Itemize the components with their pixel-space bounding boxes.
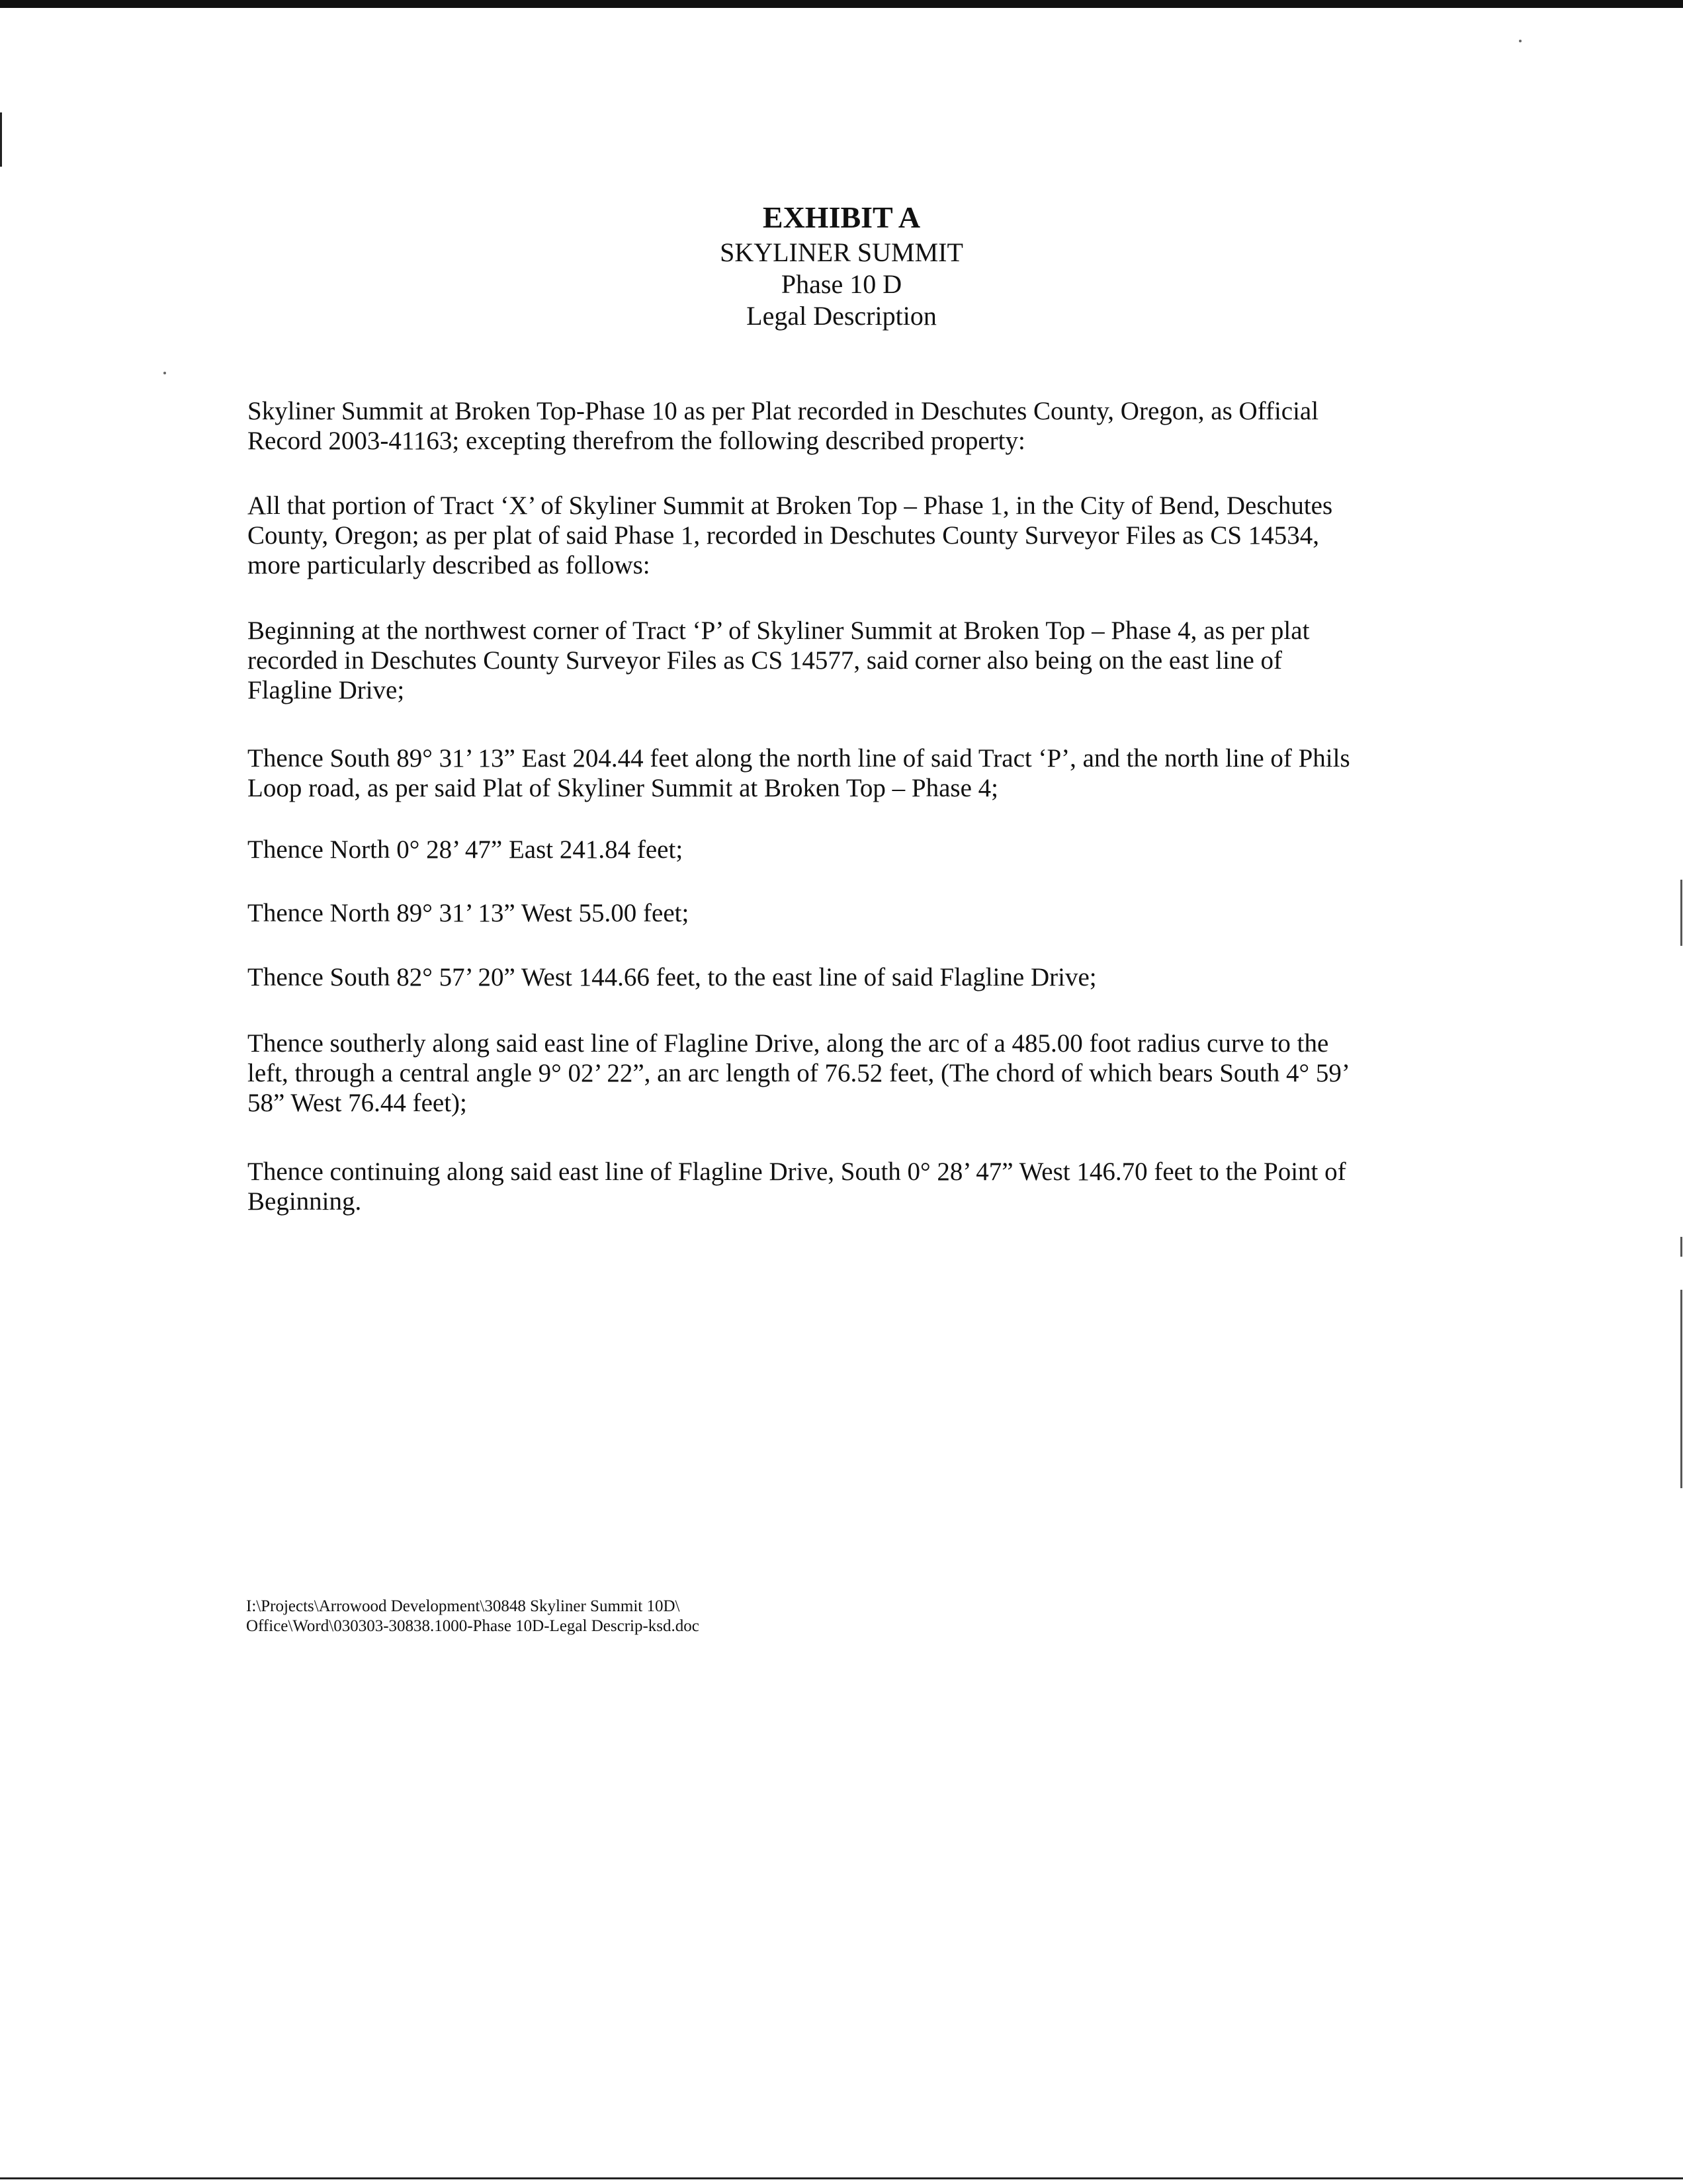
scan-right-mark xyxy=(1680,1290,1682,1488)
file-path-line-2: Office\Word\030303-30838.1000-Phase 10D-Legal Descrip-ksd.doc xyxy=(246,1617,699,1635)
file-path-footer xyxy=(246,1597,699,1636)
text-line: recorded in Deschutes County Surveyor Files as CS 14577, said corner also being on the east line of xyxy=(247,646,1283,675)
document-type: Legal Description xyxy=(746,301,937,331)
text-line: Record 2003-41163; excepting therefrom the following described property: xyxy=(247,427,1025,455)
project-name: SKYLINER SUMMIT xyxy=(720,237,963,267)
paragraph-tract-x xyxy=(247,491,1438,580)
paragraph-closing xyxy=(247,1157,1438,1216)
text-line: Thence North 0° 28’ 47” East 241.84 feet; xyxy=(247,835,683,864)
paragraph-curve xyxy=(247,1029,1438,1118)
phase-label: Phase 10 D xyxy=(781,269,902,299)
paragraph-course-2 xyxy=(247,835,1438,864)
text-line: All that portion of Tract ‘X’ of Skyliner Summit at Broken Top – Phase 1, in the City of Bend, Deschutes xyxy=(247,491,1333,520)
text-line: Thence South 89° 31’ 13” East 204.44 feet along the north line of said Tract ‘P’, and the north line of Phils xyxy=(247,744,1350,773)
text-line: Thence southerly along said east line of Flagline Drive, along the arc of a 485.00 foot radius curve to the xyxy=(247,1029,1329,1058)
text-line: Thence South 82° 57’ 20” West 144.66 feet, to the east line of said Flagline Drive; xyxy=(247,963,1097,991)
text-line: Beginning at the northwest corner of Tract ‘P’ of Skyliner Summit at Broken Top – Phase 4, as per plat xyxy=(247,616,1310,645)
text-line: Beginning. xyxy=(247,1187,362,1216)
scan-speck xyxy=(1519,40,1522,42)
scan-left-mark xyxy=(0,112,2,167)
scan-speck xyxy=(163,372,166,374)
text-line: County, Oregon; as per plat of said Phase 1, recorded in Deschutes County Surveyor Files as CS 14534, xyxy=(247,521,1320,550)
text-line: Thence continuing along said east line of Flagline Drive, South 0° 28’ 47” West 146.70 feet to the Point of xyxy=(247,1157,1346,1186)
text-line: more particularly described as follows: xyxy=(247,551,650,579)
text-line: Thence North 89° 31’ 13” West 55.00 feet; xyxy=(247,899,689,927)
text-line: Loop road, as per said Plat of Skyliner Summit at Broken Top – Phase 4; xyxy=(247,774,998,802)
file-path-line-1: I:\Projects\Arrowood Development\30848 Skyliner Summit 10D\ xyxy=(246,1597,680,1615)
scan-bottom-border xyxy=(0,2177,1683,2179)
paragraph-course-3 xyxy=(247,898,1438,928)
scan-right-mark xyxy=(1680,880,1682,946)
paragraph-course-4 xyxy=(247,962,1438,992)
text-line: 58” West 76.44 feet); xyxy=(247,1089,467,1117)
exhibit-title: EXHIBIT A xyxy=(762,200,921,234)
text-line: left, through a central angle 9° 02’ 22”, an arc length of 76.52 feet, (The chord of which bears South 4° 59’ xyxy=(247,1059,1350,1087)
paragraph-plat-record xyxy=(247,396,1438,456)
paragraph-beginning xyxy=(247,616,1438,705)
text-line: Flagline Drive; xyxy=(247,676,405,704)
scan-right-mark xyxy=(1680,1237,1682,1257)
text-line: Skyliner Summit at Broken Top-Phase 10 as per Plat recorded in Deschutes County, Oregon, as Official xyxy=(247,397,1319,425)
paragraph-course-1 xyxy=(247,743,1438,803)
scan-top-border xyxy=(0,0,1683,8)
